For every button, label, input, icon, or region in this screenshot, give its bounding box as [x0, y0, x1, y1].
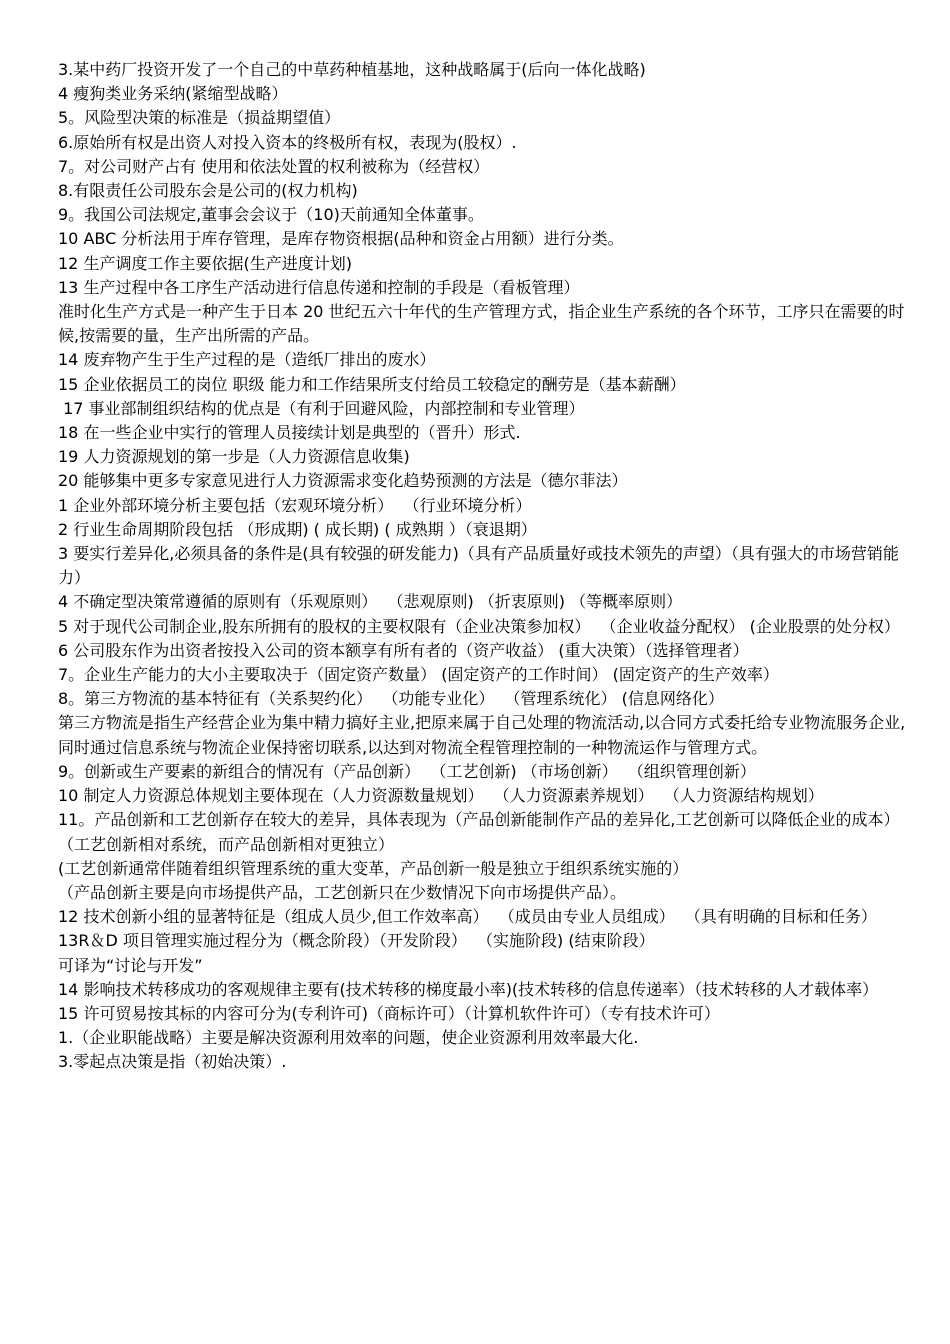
text-line: 14 影响技术转移成功的客观规律主要有(技术转移的梯度最小率)(技术转移的信息传递率）（技术转移的人才载体率） [58, 979, 879, 999]
text-line: 9。创新或生产要素的新组合的情况有（产品创新） （工艺创新) （市场创新） （组织管理创新） [58, 761, 756, 781]
text-line: 19 人力资源规划的第一步是（人力资源信息收集) [58, 447, 410, 467]
text-line: 3.某中药厂投资开发了一个自己的中草药种植基地，这种战略属于(后向一体化战略) [58, 60, 646, 79]
text-line: 15 企业依据员工的岗位 职级 能力和工作结果所支付给员工较稳定的酬劳是（基本薪酬） [58, 374, 686, 394]
text-line: 14 废弃物产生于生产过程的是（造纸厂排出的废水） [58, 350, 436, 370]
text-line: 17 事业部制组织结构的优点是（有利于回避风险，内部控制和专业管理） [58, 398, 585, 418]
text-line: 10 制定人力资源总体规划主要体现在（人力资源数量规划） （人力资源素养规划） （人力资源结构规划） [58, 786, 824, 806]
text-line: 1.（企业职能战略）主要是解决资源利用效率的问题，使企业资源利用效率最大化. [58, 1028, 639, 1048]
text-line: 5 对于现代公司制企业,股东所拥有的股权的主要权限有（企业决策参加权） （企业收益分配权） (企业股票的处分权） [58, 616, 900, 636]
text-line: 6 公司股东作为出资者按投入公司的资本额享有所有者的（资产收益） (重大决策）（选择管理者） [58, 640, 749, 660]
text-line: 10 ABC 分析法用于库存管理，是库存物资根据(品种和资金占用额）进行分类。 [58, 229, 624, 249]
document-body [58, 58, 908, 1075]
text-line: 1 企业外部环境分析主要包括（宏观环境分析） （行业环境分析） [58, 495, 532, 515]
text-line: 4 瘦狗类业务采纳(紧缩型战略） [58, 84, 288, 104]
text-line: 11。产品创新和工艺创新存在较大的差异，具体表现为（产品创新能制作产品的差异化,工艺创新可以降低企业的成本） [58, 810, 900, 830]
text-line: 5。风险型决策的标准是（损益期望值） [58, 108, 341, 128]
text-line: 7。对公司财产占有 使用和依法处置的权利被称为（经营权） [58, 156, 490, 176]
text-line: 准时化生产方式是一种产生于日本 20 世纪五六十年代的生产管理方式，指企业生产系统的各个环节，工序只在需要的时候,按需要的量，生产出所需的产品。 [58, 302, 905, 346]
text-line: 8.有限责任公司股东会是公司的(权力机构) [58, 181, 358, 201]
text-line: 3 要实行差异化,必须具备的条件是(具有较强的研发能力)（具有产品质量好或技术领先的声望）（具有强大的市场营销能力） [58, 544, 899, 588]
text-line: 20 能够集中更多专家意见进行人力资源需求变化趋势预测的方法是（德尔菲法） [58, 471, 628, 491]
text-line: 第三方物流是指生产经营企业为集中精力搞好主业,把原来属于自己处理的物流活动,以合同方式委托给专业物流服务企业,同时通过信息系统与物流企业保持密切联系,以达到对物流全程管理控制的一种物流运作与管理方式。 [58, 713, 906, 757]
text-line: 13R＆D 项目管理实施过程分为（概念阶段）（开发阶段） （实施阶段) (结束阶段） [58, 931, 655, 951]
text-line: 7。企业生产能力的大小主要取决于（固定资产数量） (固定资产的工作时间） (固定资产的生产效率） [58, 665, 779, 685]
text-line: 9。我国公司法规定,董事会会议于（10)天前通知全体董事。 [58, 205, 484, 225]
text-line: 6.原始所有权是出资人对投入资本的终极所有权，表现为(股权）. [58, 132, 517, 152]
text-line: （产品创新主要是向市场提供产品，工艺创新只在少数情况下向市场提供产品）。 [58, 882, 627, 902]
text-line: 可译为“讨论与开发” [58, 955, 203, 975]
text-line: （工艺创新相对系统，而产品创新相对更独立） [58, 834, 395, 854]
text-line: (工艺创新通常伴随着组织管理系统的重大变革，产品创新一般是独立于组织系统实施的） [58, 858, 689, 878]
text-line: 12 技术创新小组的显著特征是（组成人员少,但工作效率高） （成员由专业人员组成） （具有明确的目标和任务） [58, 907, 877, 927]
text-line: 4 不确定型决策常遵循的原则有（乐观原则） （悲观原则) （折衷原则) （等概率原则） [58, 592, 683, 612]
text-line: 8。第三方物流的基本特征有（关系契约化） （功能专业化） （管理系统化） (信息网络化） [58, 689, 724, 709]
text-line: 2 行业生命周期阶段包括 （形成期) ( 成长期) ( 成熟期 ）（衰退期） [58, 519, 537, 539]
text-line: 12 生产调度工作主要依据(生产进度计划) [58, 253, 352, 273]
text-line: 13 生产过程中各工序生产活动进行信息传递和控制的手段是（看板管理） [58, 277, 580, 297]
text-line: 3.零起点决策是指（初始决策）. [58, 1052, 287, 1072]
text-line: 18 在一些企业中实行的管理人员接续计划是典型的（晋升）形式. [58, 423, 521, 443]
text-line: 15 许可贸易按其标的内容可分为(专利许可)（商标许可）（计算机软件许可）（专有技术许可） [58, 1003, 720, 1023]
